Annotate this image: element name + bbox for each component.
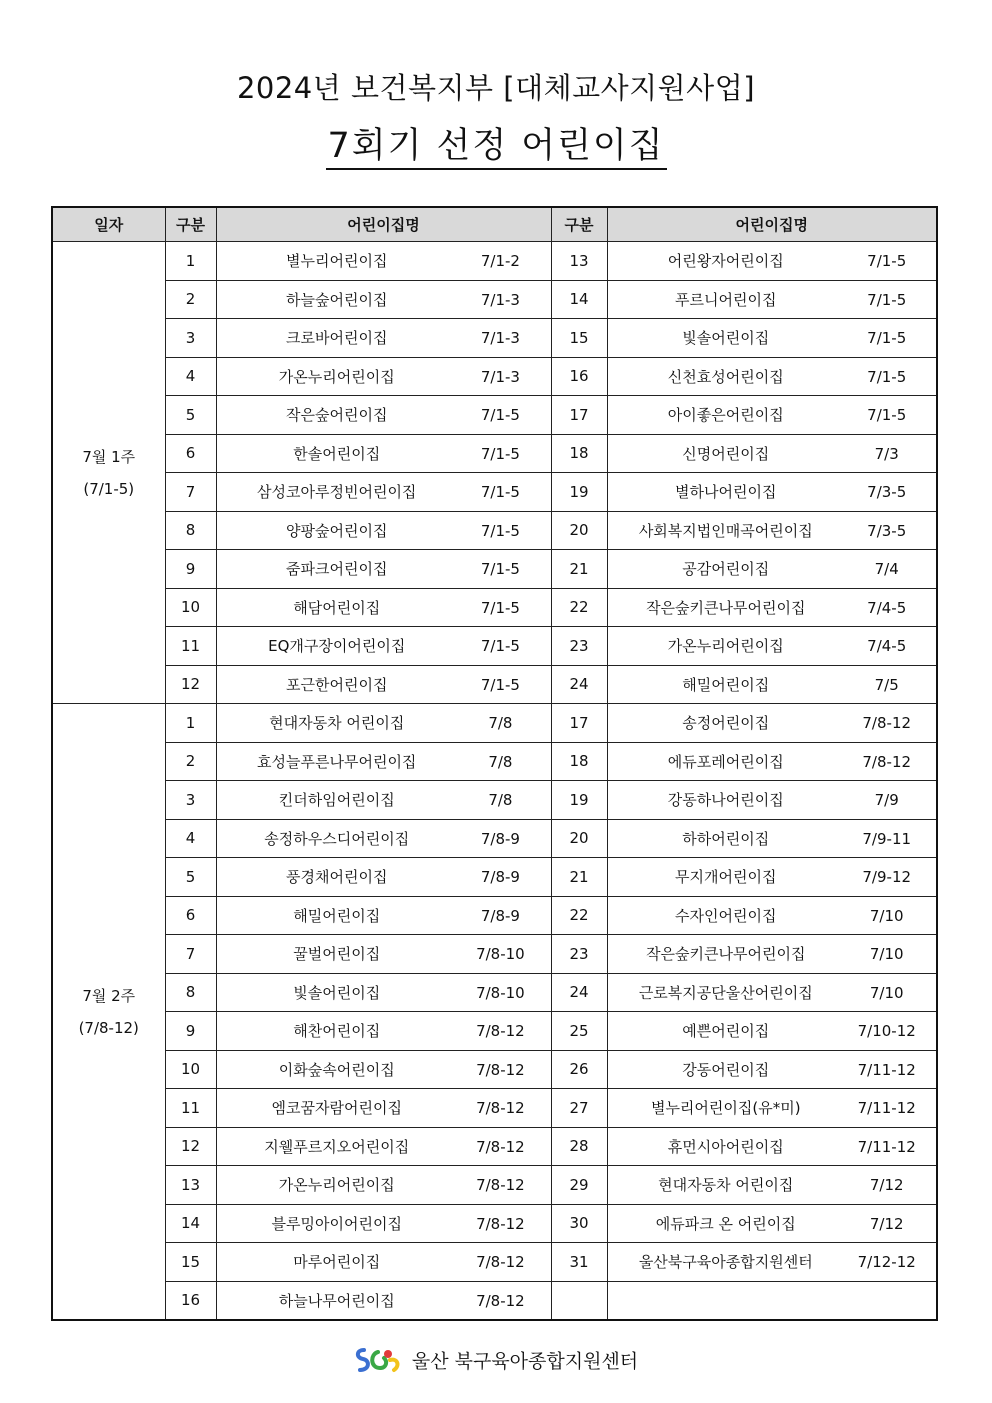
page-subtitle: 7회기 선정 어린이집 — [326, 126, 667, 170]
daycare-left-name: 엠코꿈자람어린이집 — [271, 1099, 402, 1118]
daycare-right-name: 사회복지법인매곡어린이집 — [638, 521, 813, 540]
center-logo-icon — [354, 1346, 402, 1374]
daycare-left-date: 7/1-5 — [480, 560, 520, 579]
daycare-right-name: 푸르니어린이집 — [675, 290, 777, 309]
daycare-right-date: 7/11-12 — [857, 1137, 916, 1156]
daycare-right-name: 아이좋은어린이집 — [667, 406, 784, 425]
daycare-left-name: 이화숲속어린이집 — [278, 1060, 395, 1079]
daycare-left-name: 해담어린이집 — [293, 598, 381, 617]
daycare-left-date: 7/8-12 — [476, 1291, 525, 1310]
footer-org-name: 울산 북구육아종합지원센터 — [411, 1350, 639, 1373]
daycare-right-name: 근로복지공단울산어린이집 — [638, 983, 813, 1002]
daycare-left-date: 7/8-12 — [476, 1099, 525, 1118]
row-number-right: 24 — [551, 665, 607, 704]
daycare-right-date: 7/12 — [869, 1214, 904, 1233]
row-number-right: 23 — [551, 935, 607, 974]
daycare-right-cell — [607, 742, 937, 781]
daycare-left-cell — [216, 1050, 551, 1089]
row-number-left: 14 — [165, 1204, 216, 1243]
daycare-left-cell — [216, 473, 551, 512]
table-row — [52, 1089, 937, 1128]
daycare-left-name: 별누리어린이집 — [286, 252, 388, 271]
table-row — [52, 1012, 937, 1051]
row-number-left: 10 — [165, 588, 216, 627]
daycare-left-cell — [216, 280, 551, 319]
daycare-right-name: 작은숲키큰나무어린이집 — [646, 945, 806, 964]
daycare-right-date: 7/8-12 — [862, 714, 912, 733]
daycare-left-cell — [216, 665, 551, 704]
daycare-left-date: 7/8 — [488, 791, 513, 810]
row-number-left: 15 — [165, 1243, 216, 1282]
row-number-left: 12 — [165, 1127, 216, 1166]
daycare-left-date: 7/8-12 — [476, 1253, 525, 1272]
daycare-left-cell — [216, 896, 551, 935]
week-range: (7/8-12) — [78, 1018, 139, 1037]
daycare-right-name: 해밀어린이집 — [682, 675, 770, 694]
daycare-right-name: 하하어린이집 — [682, 829, 770, 848]
daycare-left-date: 7/8-12 — [476, 1060, 525, 1079]
row-number-left: 6 — [165, 434, 216, 473]
daycare-right-name: 작은숲키큰나무어린이집 — [646, 598, 806, 617]
daycare-right-cell — [607, 1127, 937, 1166]
daycare-right-date: 7/11-12 — [857, 1099, 916, 1118]
row-number-left: 4 — [165, 357, 216, 396]
daycare-left-name: 마루어린이집 — [293, 1253, 381, 1272]
row-number-right: 22 — [551, 896, 607, 935]
daycare-left-cell — [216, 511, 551, 550]
daycare-left-name: 송정하우스디어린이집 — [264, 829, 410, 848]
row-number-left: 11 — [165, 1089, 216, 1128]
daycare-left-cell — [216, 1089, 551, 1128]
daycare-right-date: 7/4-5 — [867, 637, 907, 656]
daycare-right-cell — [607, 1012, 937, 1051]
table-row — [52, 473, 937, 512]
daycare-right-date: 7/12 — [869, 1176, 904, 1195]
daycare-right-cell — [607, 357, 937, 396]
daycare-left-name: 해밀어린이집 — [293, 906, 381, 925]
daycare-left-name: 지웰푸르지오어린이집 — [264, 1137, 410, 1156]
daycare-right-name: 휴먼시아어린이집 — [667, 1137, 784, 1156]
row-number-right: 25 — [551, 1012, 607, 1051]
header-date: 일자 — [52, 207, 165, 242]
table-row — [52, 627, 937, 666]
daycare-left-date: 7/8-12 — [476, 1214, 525, 1233]
daycare-left-cell — [216, 1012, 551, 1051]
daycare-right-date: 7/1-5 — [867, 367, 907, 386]
row-number-left: 10 — [165, 1050, 216, 1089]
daycare-left-cell — [216, 1127, 551, 1166]
row-number-right: 27 — [551, 1089, 607, 1128]
footer — [0, 1346, 992, 1374]
daycare-left-cell — [216, 973, 551, 1012]
daycare-right-date: 7/4-5 — [867, 598, 907, 617]
daycare-right-cell — [607, 896, 937, 935]
week-label: 7월 2주 — [82, 986, 136, 1005]
daycare-right-name: 신천효성어린이집 — [667, 367, 784, 386]
daycare-right-cell — [607, 1281, 937, 1320]
daycare-left-name: 현대자동차 어린이집 — [269, 714, 405, 733]
daycare-left-name: 블루밍아이어린이집 — [271, 1214, 402, 1233]
daycare-left-date: 7/8-12 — [476, 1176, 525, 1195]
daycare-left-date: 7/8-12 — [476, 1022, 525, 1041]
daycare-right-name: 울산북구육아종합지원센터 — [638, 1253, 813, 1272]
daycare-right-name: 어린왕자어린이집 — [667, 252, 784, 271]
table-row — [52, 396, 937, 435]
header-name-right: 어린이집명 — [607, 207, 937, 242]
daycare-left-name: 가온누리어린이집 — [278, 367, 395, 386]
daycare-right-cell — [607, 550, 937, 589]
daycare-right-date: 7/9-12 — [862, 868, 912, 887]
daycare-left-cell — [216, 819, 551, 858]
daycare-right-cell — [607, 588, 937, 627]
daycare-right-cell — [607, 319, 937, 358]
row-number-right: 28 — [551, 1127, 607, 1166]
row-number-right: 19 — [551, 781, 607, 820]
table-row — [52, 742, 937, 781]
row-number-left: 5 — [165, 396, 216, 435]
daycare-right-cell — [607, 511, 937, 550]
daycare-right-date: 7/1-5 — [867, 290, 907, 309]
daycare-right-date: 7/3 — [874, 444, 899, 463]
row-number-right: 17 — [551, 396, 607, 435]
week-cell — [52, 704, 165, 1321]
row-number-right: 21 — [551, 858, 607, 897]
daycare-right-cell — [607, 242, 937, 281]
daycare-right-cell — [607, 858, 937, 897]
daycare-right-date: 7/1-5 — [867, 252, 907, 271]
row-number-right: 20 — [551, 819, 607, 858]
daycare-right-cell — [607, 434, 937, 473]
daycare-right-date: 7/11-12 — [857, 1060, 916, 1079]
daycare-left-name: 빛솔어린이집 — [293, 983, 381, 1002]
daycare-right-date: 7/4 — [874, 560, 899, 579]
row-number-left: 8 — [165, 511, 216, 550]
daycare-right-name: 에듀파크 온 어린이집 — [655, 1214, 796, 1233]
daycare-right-name: 무지개어린이집 — [675, 868, 777, 887]
daycare-right-name: 현대자동차 어린이집 — [658, 1176, 794, 1195]
row-number-left: 3 — [165, 319, 216, 358]
daycare-left-date: 7/8 — [488, 714, 513, 733]
daycare-right-name: 강동어린이집 — [682, 1060, 770, 1079]
row-number-left: 11 — [165, 627, 216, 666]
table-row — [52, 858, 937, 897]
row-number-right: 15 — [551, 319, 607, 358]
daycare-right-name: 에듀포레어린이집 — [667, 752, 784, 771]
daycare-left-cell — [216, 1204, 551, 1243]
daycare-right-name: 별하나어린이집 — [675, 483, 777, 502]
table-row — [52, 1281, 937, 1320]
table-row — [52, 1050, 937, 1089]
daycare-left-date: 7/1-3 — [480, 367, 520, 386]
daycare-right-cell — [607, 627, 937, 666]
daycare-left-name: 한솔어린이집 — [293, 444, 381, 463]
daycare-right-date: 7/1-5 — [867, 329, 907, 348]
row-number-left: 5 — [165, 858, 216, 897]
daycare-left-name: 크로바어린이집 — [286, 329, 388, 348]
page-title: 2024년 보건복지부 [대체교사지원사업] — [236, 71, 756, 105]
row-number-left: 4 — [165, 819, 216, 858]
daycare-left-cell — [216, 627, 551, 666]
daycare-left-cell — [216, 935, 551, 974]
daycare-right-date: 7/12-12 — [857, 1253, 916, 1272]
daycare-right-name: 예쁜어린이집 — [682, 1022, 770, 1041]
daycare-right-cell — [607, 396, 937, 435]
daycare-right-name: 빛솔어린이집 — [682, 329, 770, 348]
daycare-left-date: 7/8-12 — [476, 1137, 525, 1156]
table-row — [52, 588, 937, 627]
daycare-right-cell — [607, 1166, 937, 1205]
daycare-right-name: 송정어린이집 — [682, 714, 770, 733]
daycare-right-cell — [607, 280, 937, 319]
daycare-right-cell — [607, 973, 937, 1012]
daycare-left-date: 7/8-10 — [476, 983, 525, 1002]
daycare-left-date: 7/1-5 — [480, 521, 520, 540]
row-number-right: 13 — [551, 242, 607, 281]
daycare-left-date: 7/8-10 — [476, 945, 525, 964]
row-number-left: 7 — [165, 473, 216, 512]
table-row — [52, 819, 937, 858]
header-name-left: 어린이집명 — [216, 207, 551, 242]
daycare-right-name: 수자인어린이집 — [675, 906, 777, 925]
daycare-left-name: 하늘나무어린이집 — [278, 1291, 395, 1310]
daycare-right-cell — [607, 1050, 937, 1089]
row-number-left: 2 — [165, 742, 216, 781]
daycare-right-date: 7/1-5 — [867, 406, 907, 425]
daycare-left-name: 삼성코아루정빈어린이집 — [257, 483, 417, 502]
row-number-left: 12 — [165, 665, 216, 704]
table-row — [52, 665, 937, 704]
table-header-row — [52, 207, 937, 242]
daycare-right-name: 별누리어린이집(유*미) — [650, 1099, 801, 1118]
daycare-left-date: 7/1-3 — [480, 290, 520, 309]
daycare-right-date: 7/10 — [869, 945, 904, 964]
daycare-left-name: 해찬어린이집 — [293, 1022, 381, 1041]
row-number-left: 1 — [165, 242, 216, 281]
row-number-right: 29 — [551, 1166, 607, 1205]
daycare-left-name: 효성늘푸른나무어린이집 — [257, 752, 417, 771]
daycare-right-date: 7/9 — [874, 791, 899, 810]
daycare-right-date: 7/9-11 — [862, 829, 912, 848]
daycare-right-cell — [607, 1243, 937, 1282]
daycare-left-cell — [216, 1281, 551, 1320]
daycare-left-cell — [216, 550, 551, 589]
table-row — [52, 1204, 937, 1243]
row-number-right: 21 — [551, 550, 607, 589]
table-row — [52, 357, 937, 396]
row-number-left: 6 — [165, 896, 216, 935]
daycare-left-cell — [216, 434, 551, 473]
daycare-left-date: 7/8-9 — [480, 868, 520, 887]
table-row — [52, 704, 937, 743]
daycare-left-cell — [216, 1166, 551, 1205]
daycare-right-cell — [607, 781, 937, 820]
row-number-left: 3 — [165, 781, 216, 820]
daycare-right-cell — [607, 819, 937, 858]
header-no-left: 구분 — [165, 207, 216, 242]
daycare-left-cell — [216, 704, 551, 743]
daycare-left-cell — [216, 242, 551, 281]
daycare-right-name: 강동하나어린이집 — [667, 791, 784, 810]
daycare-left-name: 풍경채어린이집 — [286, 868, 388, 887]
row-number-left: 1 — [165, 704, 216, 743]
daycare-right-cell — [607, 704, 937, 743]
row-number-left: 7 — [165, 935, 216, 974]
daycare-left-cell — [216, 858, 551, 897]
daycare-left-name: EQ개구장이어린이집 — [268, 637, 406, 656]
row-number-right: 20 — [551, 511, 607, 550]
daycare-left-name: 줌파크어린이집 — [286, 560, 388, 579]
table-row — [52, 280, 937, 319]
daycare-right-cell — [607, 935, 937, 974]
row-number-left: 2 — [165, 280, 216, 319]
table-row — [52, 434, 937, 473]
row-number-right: 24 — [551, 973, 607, 1012]
table-row — [52, 781, 937, 820]
daycare-right-cell — [607, 473, 937, 512]
table-row — [52, 319, 937, 358]
row-number-left: 9 — [165, 1012, 216, 1051]
daycare-right-name: 공감어린이집 — [682, 560, 770, 579]
daycare-right-date: 7/10 — [869, 983, 904, 1002]
daycare-right-date: 7/3-5 — [867, 483, 907, 502]
table-body — [52, 242, 937, 1321]
daycare-left-date: 7/1-5 — [480, 406, 520, 425]
daycare-left-date: 7/8-9 — [480, 906, 520, 925]
daycare-left-date: 7/1-2 — [480, 252, 520, 271]
daycare-right-date: 7/3-5 — [867, 521, 907, 540]
week-cell — [52, 242, 165, 704]
table-row — [52, 1243, 937, 1282]
table-row — [52, 511, 937, 550]
page-subtitle-wrap — [0, 118, 992, 168]
week-label: 7월 1주 — [82, 447, 136, 466]
daycare-right-name: 가온누리어린이집 — [667, 637, 784, 656]
table-row — [52, 1166, 937, 1205]
daycare-right-cell — [607, 1204, 937, 1243]
daycare-left-name: 작은숲어린이집 — [286, 406, 388, 425]
row-number-right: 18 — [551, 742, 607, 781]
daycare-left-date: 7/8 — [488, 752, 513, 771]
week-range: (7/1-5) — [83, 479, 135, 498]
row-number-right: 30 — [551, 1204, 607, 1243]
daycare-left-cell — [216, 396, 551, 435]
daycare-right-date: 7/5 — [874, 675, 899, 694]
daycare-right-name: 신명어린이집 — [682, 444, 770, 463]
daycare-left-name: 꿀벌어린이집 — [293, 945, 381, 964]
row-number-right: 22 — [551, 588, 607, 627]
table-row — [52, 1127, 937, 1166]
daycare-right-date: 7/8-12 — [862, 752, 912, 771]
header-no-right: 구분 — [551, 207, 607, 242]
daycare-right-date: 7/10-12 — [857, 1022, 916, 1041]
daycare-left-cell — [216, 1243, 551, 1282]
daycare-left-name: 하늘숲어린이집 — [286, 290, 388, 309]
row-number-left: 8 — [165, 973, 216, 1012]
daycare-left-name: 포근한어린이집 — [286, 675, 388, 694]
daycare-right-cell — [607, 1089, 937, 1128]
row-number-right: 16 — [551, 357, 607, 396]
daycare-left-cell — [216, 588, 551, 627]
table-row — [52, 550, 937, 589]
daycare-left-date: 7/1-5 — [480, 598, 520, 617]
daycare-right-cell — [607, 665, 937, 704]
daycare-left-date: 7/1-5 — [480, 444, 520, 463]
daycare-left-cell — [216, 781, 551, 820]
table-row — [52, 242, 937, 281]
daycare-left-name: 양팡숲어린이집 — [286, 521, 388, 540]
daycare-left-name: 가온누리어린이집 — [278, 1176, 395, 1195]
row-number-right — [551, 1281, 607, 1320]
daycare-left-cell — [216, 319, 551, 358]
row-number-right: 23 — [551, 627, 607, 666]
daycare-left-cell — [216, 357, 551, 396]
selection-table — [51, 206, 938, 1321]
row-number-right: 26 — [551, 1050, 607, 1089]
daycare-right-date: 7/10 — [869, 906, 904, 925]
daycare-left-name: 킨더하임어린이집 — [278, 791, 395, 810]
daycare-left-date: 7/1-3 — [480, 329, 520, 348]
daycare-left-date: 7/1-5 — [480, 637, 520, 656]
row-number-left: 16 — [165, 1281, 216, 1320]
row-number-right: 19 — [551, 473, 607, 512]
table-row — [52, 935, 937, 974]
daycare-left-date: 7/1-5 — [480, 483, 520, 502]
row-number-right: 14 — [551, 280, 607, 319]
row-number-right: 31 — [551, 1243, 607, 1282]
row-number-left: 9 — [165, 550, 216, 589]
row-number-right: 17 — [551, 704, 607, 743]
table-row — [52, 973, 937, 1012]
table-row — [52, 896, 937, 935]
daycare-left-date: 7/1-5 — [480, 675, 520, 694]
row-number-right: 18 — [551, 434, 607, 473]
daycare-left-date: 7/8-9 — [480, 829, 520, 848]
row-number-left: 13 — [165, 1166, 216, 1205]
daycare-left-cell — [216, 742, 551, 781]
